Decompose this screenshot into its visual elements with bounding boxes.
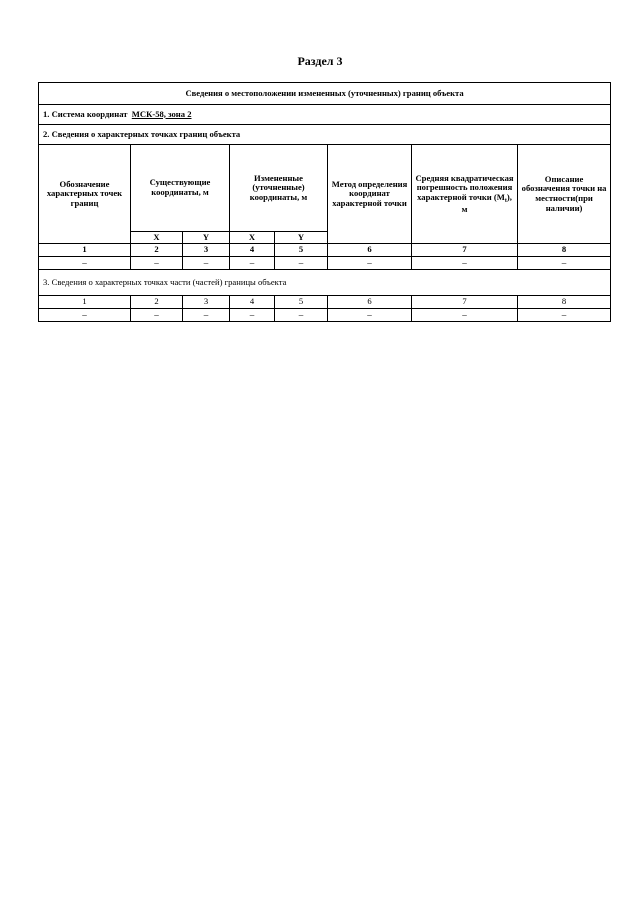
header-method: Метод определения координат характерной точки xyxy=(328,145,412,244)
empty-cell: – xyxy=(183,309,230,322)
header-updated-x: X xyxy=(230,232,275,244)
empty-cell: – xyxy=(412,309,518,322)
header-existing-x: X xyxy=(131,232,183,244)
column-number: 6 xyxy=(328,244,412,257)
column-number: 4 xyxy=(230,296,275,309)
empty-cell: – xyxy=(183,257,230,270)
page-title: Раздел 3 xyxy=(297,54,343,68)
column-number: 7 xyxy=(412,244,518,257)
header-updated-coordinates: Измененные (уточненные) координаты, м xyxy=(230,145,328,232)
header-existing-y: Y xyxy=(183,232,230,244)
header-point-designation: Обозначение характерных точек границ xyxy=(39,145,131,244)
column-number: 2 xyxy=(131,244,183,257)
coordinate-system-row xyxy=(39,105,611,125)
column-number: 3 xyxy=(183,244,230,257)
table-caption: Сведения о местоположении измененных (уточненных) границ объекта xyxy=(39,83,611,105)
empty-cell: – xyxy=(275,309,328,322)
empty-cell: – xyxy=(412,257,518,270)
boundary-table xyxy=(38,82,611,322)
column-number: 1 xyxy=(39,244,131,257)
column-number: 5 xyxy=(275,296,328,309)
section2-heading: 2. Сведения о характерных точках границ объекта xyxy=(39,125,611,145)
empty-cell: – xyxy=(39,309,131,322)
section3-heading: 3. Сведения о характерных точках части (частей) границы объекта xyxy=(39,270,611,296)
empty-cell: – xyxy=(518,309,611,322)
empty-cell: – xyxy=(328,257,412,270)
empty-cell: – xyxy=(131,257,183,270)
header-mean-square-error xyxy=(412,145,518,244)
column-numbers-row xyxy=(39,244,611,257)
column-number: 1 xyxy=(39,296,131,309)
header-mean-square-error-tail: ), м xyxy=(461,191,512,214)
section3-numbers-row xyxy=(39,296,611,309)
header-updated-y: Y xyxy=(275,232,328,244)
table-row xyxy=(39,257,611,270)
empty-cell: – xyxy=(518,257,611,270)
header-existing-coordinates: Существующие координаты, м xyxy=(131,145,230,232)
header-mean-square-error-text: Средняя квадратическая погрешность положения характерной точки (M xyxy=(415,172,514,202)
column-number: 6 xyxy=(328,296,412,309)
empty-cell: – xyxy=(275,257,328,270)
column-number: 7 xyxy=(412,296,518,309)
column-number: 8 xyxy=(518,296,611,309)
column-number: 3 xyxy=(183,296,230,309)
coordinate-system-value: МСК-58, зона 2 xyxy=(131,108,192,119)
empty-cell: – xyxy=(131,309,183,322)
empty-cell: – xyxy=(39,257,131,270)
empty-cell: – xyxy=(328,309,412,322)
header-point-description: Описание обозначения точки на местности(при наличии) xyxy=(518,145,611,244)
empty-cell: – xyxy=(230,309,275,322)
column-number: 5 xyxy=(275,244,328,257)
column-number: 8 xyxy=(518,244,611,257)
empty-cell: – xyxy=(230,257,275,270)
header-mean-square-error-subscript: t xyxy=(504,197,507,204)
column-number: 4 xyxy=(230,244,275,257)
coordinate-system-label: 1. Система координат xyxy=(43,108,128,119)
table-row xyxy=(39,309,611,322)
column-number: 2 xyxy=(131,296,183,309)
